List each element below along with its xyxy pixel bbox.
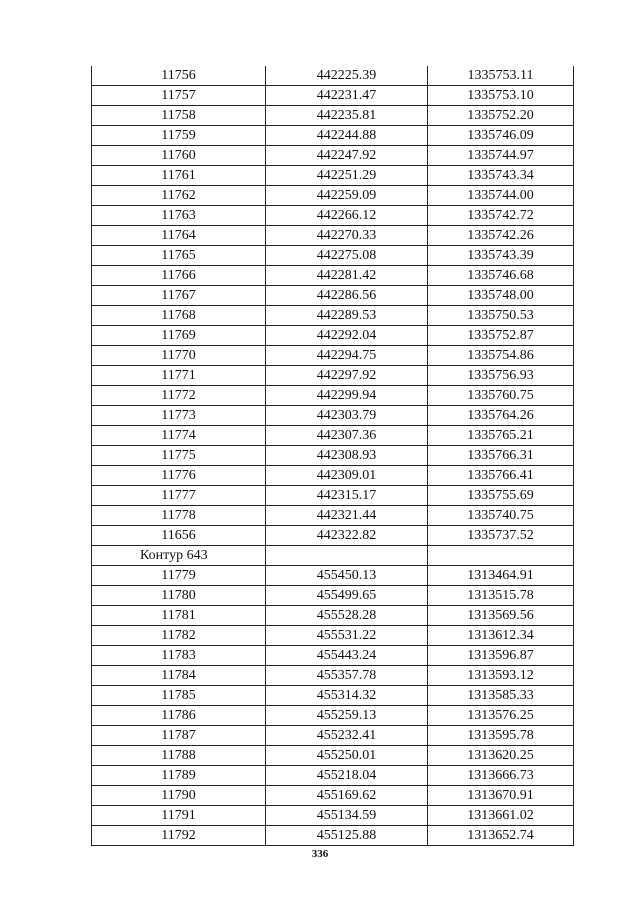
point-number-cell: 11790 <box>92 786 266 806</box>
table-row <box>92 86 574 106</box>
point-number-cell: 11772 <box>92 386 266 406</box>
point-number-cell: 11760 <box>92 146 266 166</box>
table-row <box>92 506 574 526</box>
table-row <box>92 726 574 746</box>
x-coordinate-cell: 442231.47 <box>266 86 428 106</box>
point-number-cell: 11779 <box>92 566 266 586</box>
point-number-cell: 11759 <box>92 126 266 146</box>
point-number-cell: 11777 <box>92 486 266 506</box>
x-coordinate-cell: 455169.62 <box>266 786 428 806</box>
point-number-cell: 11783 <box>92 646 266 666</box>
table-row <box>92 446 574 466</box>
y-coordinate-cell: 1313569.56 <box>428 606 574 626</box>
table-row <box>92 326 574 346</box>
table-row <box>92 226 574 246</box>
point-number-cell: 11788 <box>92 746 266 766</box>
table-row <box>92 806 574 826</box>
x-coordinate-cell: 442247.92 <box>266 146 428 166</box>
table-row <box>92 546 574 566</box>
x-coordinate-cell: 442292.04 <box>266 326 428 346</box>
coordinates-table-body <box>92 66 574 846</box>
contour-label-cell: Контур 643 <box>92 546 266 566</box>
table-row <box>92 666 574 686</box>
x-coordinate-cell: 442235.81 <box>266 106 428 126</box>
point-number-cell: 11780 <box>92 586 266 606</box>
table-row <box>92 766 574 786</box>
point-number-cell: 11770 <box>92 346 266 366</box>
table-row <box>92 426 574 446</box>
y-coordinate-cell: 1335752.87 <box>428 326 574 346</box>
table-row <box>92 346 574 366</box>
y-coordinate-cell: 1335752.20 <box>428 106 574 126</box>
y-coordinate-cell: 1313666.73 <box>428 766 574 786</box>
point-number-cell: 11773 <box>92 406 266 426</box>
table-row <box>92 126 574 146</box>
point-number-cell: 11778 <box>92 506 266 526</box>
y-coordinate-cell: 1335753.10 <box>428 86 574 106</box>
x-coordinate-cell: 455232.41 <box>266 726 428 746</box>
x-coordinate-cell: 442309.01 <box>266 466 428 486</box>
x-coordinate-cell: 442270.33 <box>266 226 428 246</box>
x-coordinate-cell: 455250.01 <box>266 746 428 766</box>
x-coordinate-cell: 442266.12 <box>266 206 428 226</box>
x-coordinate-cell: 442259.09 <box>266 186 428 206</box>
point-number-cell: 11762 <box>92 186 266 206</box>
y-coordinate-cell: 1313515.78 <box>428 586 574 606</box>
x-coordinate-cell: 442244.88 <box>266 126 428 146</box>
table-row <box>92 106 574 126</box>
y-coordinate-cell: 1335765.21 <box>428 426 574 446</box>
point-number-cell: 11756 <box>92 66 266 86</box>
page-number: 336 <box>311 848 329 860</box>
y-coordinate-cell: 1335746.09 <box>428 126 574 146</box>
table-row <box>92 166 574 186</box>
y-coordinate-cell: 1335766.31 <box>428 446 574 466</box>
table-row <box>92 66 574 86</box>
table-row <box>92 486 574 506</box>
y-coordinate-cell: 1335744.97 <box>428 146 574 166</box>
point-number-cell: 11782 <box>92 626 266 646</box>
x-coordinate-cell: 442315.17 <box>266 486 428 506</box>
y-coordinate-cell: 1313612.34 <box>428 626 574 646</box>
table-row <box>92 786 574 806</box>
table-row <box>92 526 574 546</box>
point-number-cell: 11792 <box>92 826 266 846</box>
y-coordinate-cell: 1335743.39 <box>428 246 574 266</box>
y-coordinate-cell: 1313593.12 <box>428 666 574 686</box>
point-number-cell: 11766 <box>92 266 266 286</box>
y-coordinate-cell: 1335750.53 <box>428 306 574 326</box>
x-coordinate-cell: 455218.04 <box>266 766 428 786</box>
table-row <box>92 406 574 426</box>
coordinates-table <box>91 66 574 846</box>
y-coordinate-cell: 1335740.75 <box>428 506 574 526</box>
point-number-cell: 11776 <box>92 466 266 486</box>
point-number-cell: 11765 <box>92 246 266 266</box>
y-coordinate-cell: 1335753.11 <box>428 66 574 86</box>
point-number-cell: 11757 <box>92 86 266 106</box>
x-coordinate-cell: 455357.78 <box>266 666 428 686</box>
point-number-cell: 11767 <box>92 286 266 306</box>
y-coordinate-cell: 1313595.78 <box>428 726 574 746</box>
point-number-cell: 11784 <box>92 666 266 686</box>
x-coordinate-cell: 455531.22 <box>266 626 428 646</box>
table-row <box>92 306 574 326</box>
point-number-cell: 11775 <box>92 446 266 466</box>
x-coordinate-cell: 442303.79 <box>266 406 428 426</box>
table-row <box>92 366 574 386</box>
y-coordinate-cell: 1335748.00 <box>428 286 574 306</box>
y-coordinate-cell: 1313661.02 <box>428 806 574 826</box>
y-coordinate-cell: 1335760.75 <box>428 386 574 406</box>
y-coordinate-cell: 1335755.69 <box>428 486 574 506</box>
x-coordinate-cell: 455259.13 <box>266 706 428 726</box>
y-coordinate-cell: 1335742.26 <box>428 226 574 246</box>
table-row <box>92 586 574 606</box>
point-number-cell: 11786 <box>92 706 266 726</box>
y-coordinate-cell: 1335737.52 <box>428 526 574 546</box>
table-row <box>92 286 574 306</box>
x-coordinate-cell: 442251.29 <box>266 166 428 186</box>
y-coordinate-cell: 1313670.91 <box>428 786 574 806</box>
table-row <box>92 706 574 726</box>
point-number-cell: 11781 <box>92 606 266 626</box>
x-coordinate-cell: 442289.53 <box>266 306 428 326</box>
table-row <box>92 686 574 706</box>
x-coordinate-cell: 455314.32 <box>266 686 428 706</box>
point-number-cell: 11774 <box>92 426 266 446</box>
x-coordinate-cell: 442321.44 <box>266 506 428 526</box>
y-coordinate-cell: 1335766.41 <box>428 466 574 486</box>
point-number-cell: 11656 <box>92 526 266 546</box>
y-coordinate-cell: 1313585.33 <box>428 686 574 706</box>
y-coordinate-cell <box>428 546 574 566</box>
y-coordinate-cell: 1335743.34 <box>428 166 574 186</box>
table-row <box>92 246 574 266</box>
table-row <box>92 146 574 166</box>
table-row <box>92 606 574 626</box>
x-coordinate-cell: 442294.75 <box>266 346 428 366</box>
y-coordinate-cell: 1313464.91 <box>428 566 574 586</box>
x-coordinate-cell: 442281.42 <box>266 266 428 286</box>
y-coordinate-cell: 1335756.93 <box>428 366 574 386</box>
x-coordinate-cell: 455499.65 <box>266 586 428 606</box>
table-row <box>92 826 574 846</box>
table-row <box>92 626 574 646</box>
x-coordinate-cell <box>266 546 428 566</box>
x-coordinate-cell: 442308.93 <box>266 446 428 466</box>
y-coordinate-cell: 1335764.26 <box>428 406 574 426</box>
y-coordinate-cell: 1313620.25 <box>428 746 574 766</box>
y-coordinate-cell: 1313596.87 <box>428 646 574 666</box>
table-row <box>92 186 574 206</box>
y-coordinate-cell: 1335754.86 <box>428 346 574 366</box>
x-coordinate-cell: 455450.13 <box>266 566 428 586</box>
x-coordinate-cell: 455134.59 <box>266 806 428 826</box>
table-row <box>92 386 574 406</box>
x-coordinate-cell: 442297.92 <box>266 366 428 386</box>
y-coordinate-cell: 1313576.25 <box>428 706 574 726</box>
point-number-cell: 11758 <box>92 106 266 126</box>
x-coordinate-cell: 442307.36 <box>266 426 428 446</box>
point-number-cell: 11768 <box>92 306 266 326</box>
point-number-cell: 11764 <box>92 226 266 246</box>
table-row <box>92 746 574 766</box>
y-coordinate-cell: 1335742.72 <box>428 206 574 226</box>
point-number-cell: 11761 <box>92 166 266 186</box>
coordinates-table-container <box>91 66 573 846</box>
point-number-cell: 11791 <box>92 806 266 826</box>
x-coordinate-cell: 442322.82 <box>266 526 428 546</box>
y-coordinate-cell: 1313652.74 <box>428 826 574 846</box>
x-coordinate-cell: 442275.08 <box>266 246 428 266</box>
y-coordinate-cell: 1335744.00 <box>428 186 574 206</box>
table-row <box>92 646 574 666</box>
table-row <box>92 466 574 486</box>
table-row <box>92 566 574 586</box>
y-coordinate-cell: 1335746.68 <box>428 266 574 286</box>
x-coordinate-cell: 442299.94 <box>266 386 428 406</box>
x-coordinate-cell: 455443.24 <box>266 646 428 666</box>
x-coordinate-cell: 455528.28 <box>266 606 428 626</box>
point-number-cell: 11769 <box>92 326 266 346</box>
point-number-cell: 11787 <box>92 726 266 746</box>
table-row <box>92 206 574 226</box>
x-coordinate-cell: 442225.39 <box>266 66 428 86</box>
point-number-cell: 11763 <box>92 206 266 226</box>
table-row <box>92 266 574 286</box>
x-coordinate-cell: 442286.56 <box>266 286 428 306</box>
point-number-cell: 11771 <box>92 366 266 386</box>
x-coordinate-cell: 455125.88 <box>266 826 428 846</box>
point-number-cell: 11785 <box>92 686 266 706</box>
point-number-cell: 11789 <box>92 766 266 786</box>
